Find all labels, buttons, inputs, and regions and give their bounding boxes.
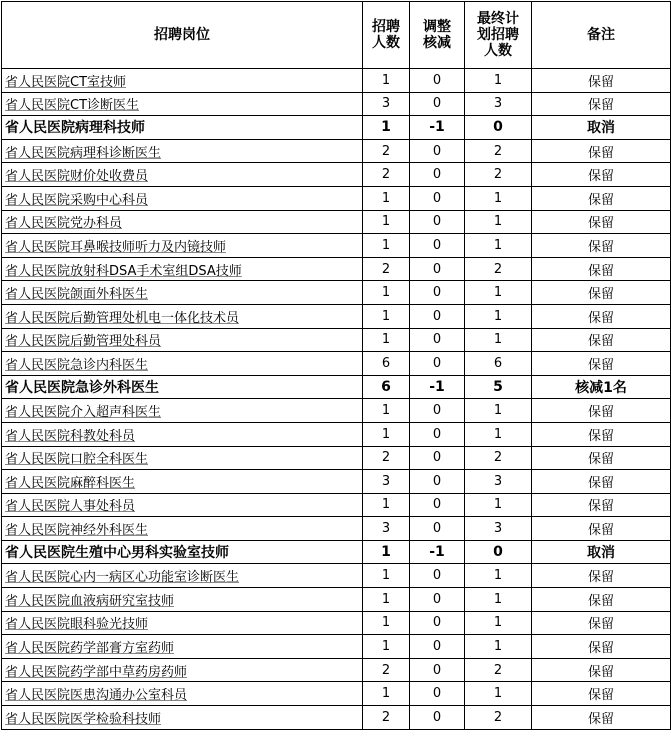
header-recruit-line-1: 招聘	[372, 19, 400, 35]
final-count-cell[interactable]: 1	[465, 399, 532, 423]
final-count-cell[interactable]: 2	[465, 706, 532, 730]
recruit-count-cell[interactable]: 1	[363, 422, 410, 446]
position-cell[interactable]: 省人民医院麻醉科医生	[2, 470, 363, 494]
note-cell[interactable]: 保留	[532, 399, 671, 423]
note-cell[interactable]: 保留	[532, 611, 671, 635]
note-cell[interactable]: 保留	[532, 470, 671, 494]
note-cell[interactable]: 保留	[532, 564, 671, 588]
final-count-cell[interactable]: 1	[465, 186, 532, 210]
table-row[interactable]	[2, 139, 671, 163]
position-cell[interactable]: 省人民医院药学部中草药房药师	[2, 658, 363, 682]
recruit-count-cell[interactable]: 1	[363, 281, 410, 305]
header-final-count	[465, 2, 532, 69]
header-final-line-3: 人数	[484, 43, 512, 59]
final-count-cell[interactable]: 0	[465, 116, 532, 140]
note-cell[interactable]: 保留	[532, 69, 671, 93]
note-cell[interactable]: 保留	[532, 706, 671, 730]
position-cell[interactable]: 省人民医院医学检验科技师	[2, 706, 363, 730]
recruit-count-cell[interactable]: 3	[363, 92, 410, 116]
recruit-count-cell[interactable]: 2	[363, 706, 410, 730]
table-row[interactable]	[2, 163, 671, 187]
final-count-cell[interactable]: 2	[465, 658, 532, 682]
adjustment-cell[interactable]: 0	[410, 635, 465, 659]
position-cell[interactable]: 省人民医院急诊内科医生	[2, 352, 363, 376]
note-cell[interactable]: 保留	[532, 517, 671, 541]
position-cell[interactable]: 省人民医院CT诊断医生	[2, 92, 363, 116]
note-cell[interactable]: 取消	[532, 540, 671, 564]
position-cell[interactable]: 省人民医院后勤管理处机电一体化技术员	[2, 304, 363, 328]
adjustment-cell[interactable]: 0	[410, 399, 465, 423]
adjustment-cell[interactable]: 0	[410, 328, 465, 352]
table-row[interactable]	[2, 116, 671, 140]
table-row[interactable]	[2, 422, 671, 446]
adjustment-cell[interactable]: 0	[410, 658, 465, 682]
note-cell[interactable]: 保留	[532, 352, 671, 376]
recruit-count-cell[interactable]: 1	[363, 186, 410, 210]
position-cell[interactable]: 省人民医院科教处科员	[2, 422, 363, 446]
adjustment-cell[interactable]: 0	[410, 92, 465, 116]
recruit-count-cell[interactable]: 2	[363, 658, 410, 682]
header-adjust-line-2: 核减	[423, 35, 451, 51]
final-count-cell[interactable]: 1	[465, 328, 532, 352]
adjustment-cell[interactable]: 0	[410, 611, 465, 635]
final-count-cell[interactable]: 1	[465, 281, 532, 305]
table-row[interactable]	[2, 517, 671, 541]
table-row[interactable]	[2, 234, 671, 258]
final-count-cell[interactable]: 1	[465, 588, 532, 612]
table-row[interactable]	[2, 186, 671, 210]
note-cell[interactable]: 保留	[532, 588, 671, 612]
table-row[interactable]	[2, 304, 671, 328]
adjustment-cell[interactable]: 0	[410, 588, 465, 612]
table-body	[2, 69, 671, 730]
header-note: 备注	[532, 2, 671, 69]
table-row[interactable]	[2, 682, 671, 706]
note-cell[interactable]: 保留	[532, 281, 671, 305]
table-row[interactable]	[2, 69, 671, 93]
position-cell[interactable]: 省人民医院耳鼻喉技师听力及内镜技师	[2, 234, 363, 258]
header-recruit-line-2: 人数	[372, 35, 400, 51]
header-position: 招聘岗位	[2, 2, 363, 69]
adjustment-cell[interactable]: 0	[410, 422, 465, 446]
adjustment-cell[interactable]: 0	[410, 210, 465, 234]
adjustment-cell[interactable]: 0	[410, 304, 465, 328]
note-cell[interactable]: 保留	[532, 92, 671, 116]
position-cell[interactable]: 省人民医院医患沟通办公室科员	[2, 682, 363, 706]
table-row[interactable]	[2, 611, 671, 635]
recruit-count-cell[interactable]: 1	[363, 69, 410, 93]
adjustment-cell[interactable]: 0	[410, 69, 465, 93]
header-row	[2, 2, 671, 69]
note-cell[interactable]: 保留	[532, 493, 671, 517]
adjustment-cell[interactable]: 0	[410, 139, 465, 163]
header-final-line-1: 最终计	[477, 11, 519, 27]
adjustment-cell[interactable]: 0	[410, 493, 465, 517]
table-row[interactable]	[2, 493, 671, 517]
position-cell[interactable]: 省人民医院放射科DSA手术室组DSA技师	[2, 257, 363, 281]
table-row[interactable]	[2, 92, 671, 116]
recruit-count-cell[interactable]: 1	[363, 588, 410, 612]
recruit-count-cell[interactable]: 1	[363, 399, 410, 423]
position-cell[interactable]: 省人民医院后勤管理处科员	[2, 328, 363, 352]
table-row[interactable]	[2, 446, 671, 470]
final-count-cell[interactable]: 1	[465, 234, 532, 258]
note-cell[interactable]: 取消	[532, 116, 671, 140]
final-count-cell[interactable]: 2	[465, 257, 532, 281]
table-row[interactable]	[2, 470, 671, 494]
table-row[interactable]	[2, 588, 671, 612]
position-cell[interactable]: 省人民医院神经外科医生	[2, 517, 363, 541]
final-count-cell[interactable]: 3	[465, 470, 532, 494]
final-count-cell[interactable]: 2	[465, 163, 532, 187]
table-row[interactable]	[2, 399, 671, 423]
position-cell[interactable]: 省人民医院生殖中心男科实验室技师	[2, 540, 363, 564]
note-cell[interactable]: 保留	[532, 446, 671, 470]
final-count-cell[interactable]: 1	[465, 682, 532, 706]
note-cell[interactable]: 保留	[532, 163, 671, 187]
note-cell[interactable]: 保留	[532, 210, 671, 234]
adjustment-cell[interactable]: 0	[410, 234, 465, 258]
position-cell[interactable]: 省人民医院病理科技师	[2, 116, 363, 140]
note-cell[interactable]: 保留	[532, 328, 671, 352]
recruit-count-cell[interactable]: 2	[363, 446, 410, 470]
header-adjustment	[410, 2, 465, 69]
note-cell[interactable]: 保留	[532, 658, 671, 682]
position-cell[interactable]: 省人民医院采购中心科员	[2, 186, 363, 210]
recruitment-table	[1, 1, 671, 730]
adjustment-cell[interactable]: 0	[410, 163, 465, 187]
position-cell[interactable]: 省人民医院财价处收费员	[2, 163, 363, 187]
note-cell[interactable]: 保留	[532, 422, 671, 446]
table-row[interactable]	[2, 281, 671, 305]
recruit-count-cell[interactable]: 1	[363, 493, 410, 517]
header-adjust-line-1: 调整	[423, 19, 451, 35]
final-count-cell[interactable]: 1	[465, 210, 532, 234]
note-cell[interactable]: 保留	[532, 234, 671, 258]
position-cell[interactable]: 省人民医院人事处科员	[2, 493, 363, 517]
position-cell[interactable]: 省人民医院眼科验光技师	[2, 611, 363, 635]
table-row[interactable]	[2, 210, 671, 234]
position-cell[interactable]: 省人民医院血液病研究室技师	[2, 588, 363, 612]
recruit-count-cell[interactable]: 1	[363, 234, 410, 258]
recruit-count-cell[interactable]: 3	[363, 517, 410, 541]
final-count-cell[interactable]: 3	[465, 92, 532, 116]
adjustment-cell[interactable]: -1	[410, 375, 465, 399]
note-cell[interactable]: 保留	[532, 257, 671, 281]
adjustment-cell[interactable]: -1	[410, 116, 465, 140]
note-cell[interactable]: 保留	[532, 635, 671, 659]
recruit-count-cell[interactable]: 2	[363, 139, 410, 163]
table-row[interactable]	[2, 540, 671, 564]
table-row[interactable]	[2, 328, 671, 352]
adjustment-cell[interactable]: 0	[410, 517, 465, 541]
position-cell[interactable]: 省人民医院药学部膏方室药师	[2, 635, 363, 659]
position-cell[interactable]: 省人民医院介入超声科医生	[2, 399, 363, 423]
recruit-count-cell[interactable]: 1	[363, 328, 410, 352]
recruit-count-cell[interactable]: 2	[363, 257, 410, 281]
final-count-cell[interactable]: 5	[465, 375, 532, 399]
adjustment-cell[interactable]: 0	[410, 706, 465, 730]
final-count-cell[interactable]: 3	[465, 517, 532, 541]
recruit-count-cell[interactable]: 1	[363, 116, 410, 140]
recruit-count-cell[interactable]: 6	[363, 375, 410, 399]
adjustment-cell[interactable]: -1	[410, 540, 465, 564]
recruit-count-cell[interactable]: 1	[363, 635, 410, 659]
final-count-cell[interactable]: 0	[465, 540, 532, 564]
adjustment-cell[interactable]: 0	[410, 470, 465, 494]
table-row[interactable]	[2, 706, 671, 730]
final-count-cell[interactable]: 1	[465, 493, 532, 517]
final-count-cell[interactable]: 2	[465, 446, 532, 470]
recruit-count-cell[interactable]: 1	[363, 564, 410, 588]
recruit-count-cell[interactable]: 1	[363, 540, 410, 564]
adjustment-cell[interactable]: 0	[410, 257, 465, 281]
adjustment-cell[interactable]: 0	[410, 352, 465, 376]
recruit-count-cell[interactable]: 3	[363, 470, 410, 494]
table-row[interactable]	[2, 257, 671, 281]
table-row[interactable]	[2, 352, 671, 376]
position-cell[interactable]: 省人民医院病理科诊断医生	[2, 139, 363, 163]
table-row[interactable]	[2, 635, 671, 659]
adjustment-cell[interactable]: 0	[410, 186, 465, 210]
position-cell[interactable]: 省人民医院颌面外科医生	[2, 281, 363, 305]
adjustment-cell[interactable]: 0	[410, 564, 465, 588]
recruit-count-cell[interactable]: 1	[363, 682, 410, 706]
adjustment-cell[interactable]: 0	[410, 281, 465, 305]
final-count-cell[interactable]: 6	[465, 352, 532, 376]
position-cell[interactable]: 省人民医院CT室技师	[2, 69, 363, 93]
final-count-cell[interactable]: 1	[465, 635, 532, 659]
recruit-count-cell[interactable]: 1	[363, 210, 410, 234]
note-cell[interactable]: 保留	[532, 139, 671, 163]
header-recruit-count	[363, 2, 410, 69]
final-count-cell[interactable]: 1	[465, 611, 532, 635]
note-cell[interactable]: 保留	[532, 682, 671, 706]
table-row[interactable]	[2, 564, 671, 588]
note-cell[interactable]: 保留	[532, 304, 671, 328]
position-cell[interactable]: 省人民医院口腔全科医生	[2, 446, 363, 470]
position-cell[interactable]: 省人民医院党办科员	[2, 210, 363, 234]
table-row[interactable]	[2, 375, 671, 399]
final-count-cell[interactable]: 1	[465, 564, 532, 588]
header-final-line-2: 划招聘	[477, 27, 519, 43]
recruit-count-cell[interactable]: 6	[363, 352, 410, 376]
position-cell[interactable]: 省人民医院急诊外科医生	[2, 375, 363, 399]
final-count-cell[interactable]: 2	[465, 139, 532, 163]
recruit-count-cell[interactable]: 2	[363, 163, 410, 187]
position-cell[interactable]: 省人民医院心内一病区心功能室诊断医生	[2, 564, 363, 588]
recruit-count-cell[interactable]: 1	[363, 304, 410, 328]
note-cell[interactable]: 核减1名	[532, 375, 671, 399]
recruit-count-cell[interactable]: 1	[363, 611, 410, 635]
final-count-cell[interactable]: 1	[465, 304, 532, 328]
final-count-cell[interactable]: 1	[465, 69, 532, 93]
note-cell[interactable]: 保留	[532, 186, 671, 210]
adjustment-cell[interactable]: 0	[410, 446, 465, 470]
table-row[interactable]	[2, 658, 671, 682]
final-count-cell[interactable]: 1	[465, 422, 532, 446]
adjustment-cell[interactable]: 0	[410, 682, 465, 706]
